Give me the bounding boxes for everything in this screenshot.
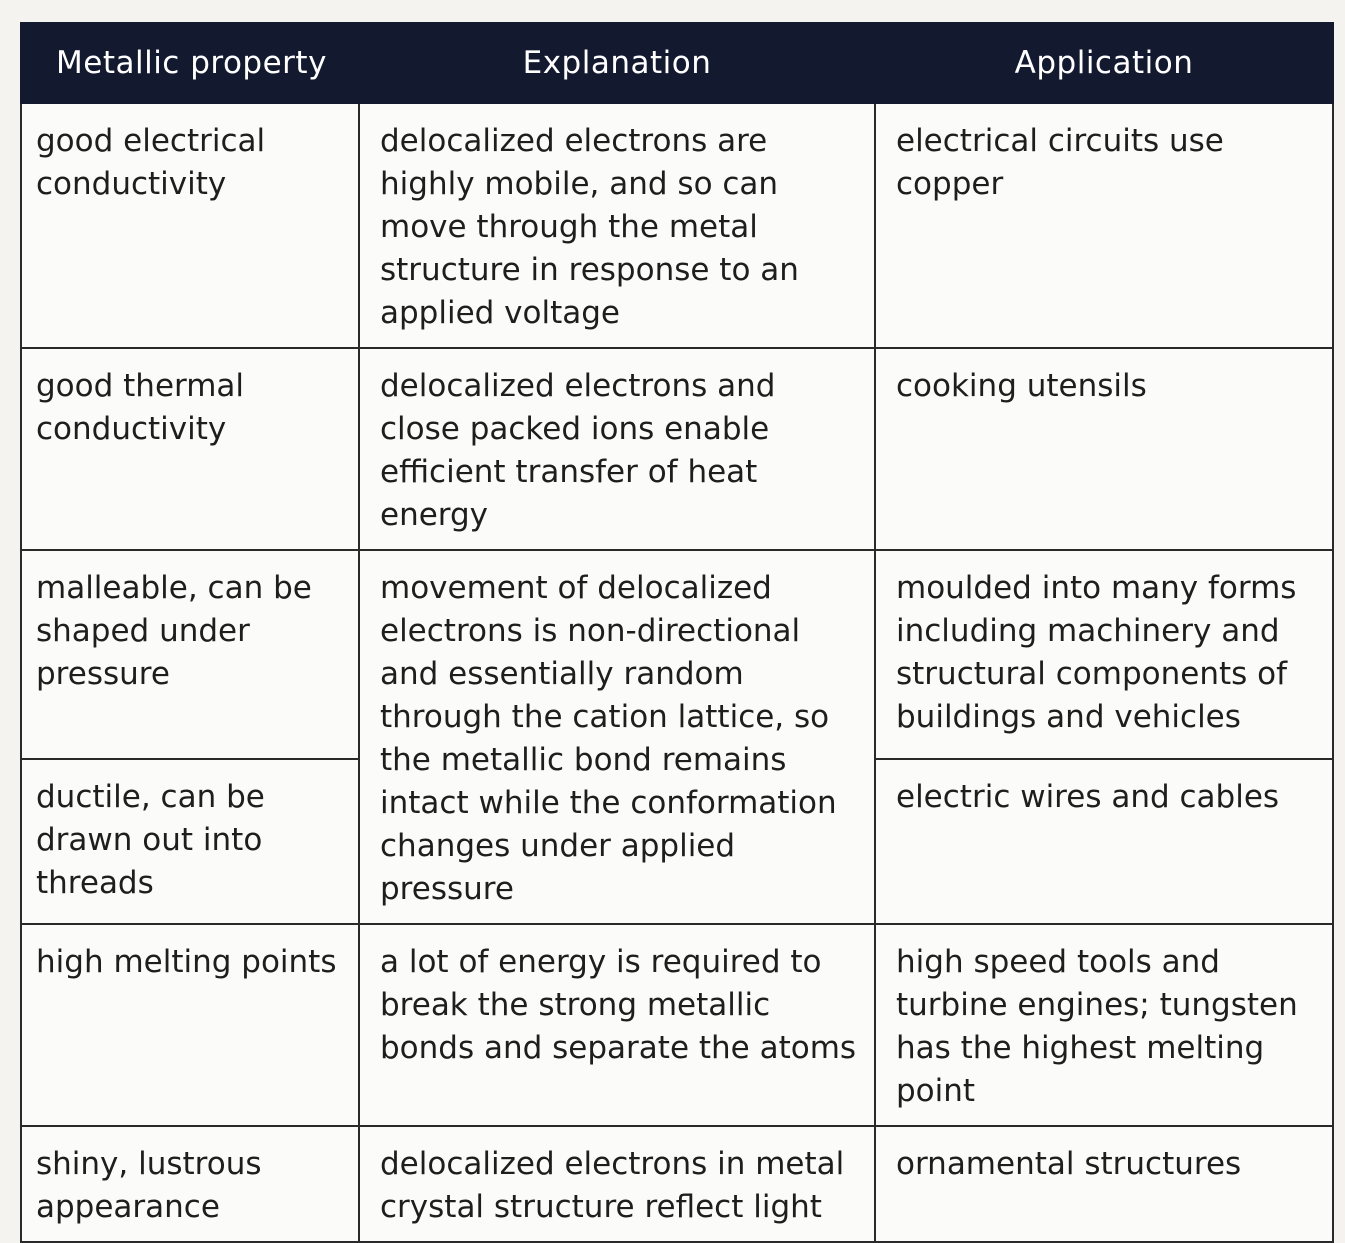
table-row	[21, 103, 1333, 348]
explanation-cell: delocalized electrons are highly mobile, and so can move through the metal structure in response to an applied voltage	[359, 103, 875, 348]
table-row	[21, 924, 1333, 1126]
application-cell: ornamental structures	[875, 1126, 1333, 1242]
property-cell: high melting points	[21, 924, 359, 1126]
header-application: Application	[875, 23, 1333, 103]
metallic-properties-table	[20, 22, 1334, 1243]
explanation-cell: delocalized electrons in metal crystal structure reflect light	[359, 1126, 875, 1242]
property-cell: shiny, lustrous appearance	[21, 1126, 359, 1242]
application-cell: moulded into many forms including machinery and structural components of buildings and vehicles	[875, 550, 1333, 759]
header-row	[21, 23, 1333, 103]
application-cell: high speed tools and turbine engines; tungsten has the highest melting point	[875, 924, 1333, 1126]
explanation-cell: delocalized electrons and close packed ions enable efficient transfer of heat energy	[359, 348, 875, 550]
property-cell: malleable, can be shaped under pressure	[21, 550, 359, 759]
table-header	[21, 23, 1333, 103]
table-row	[21, 550, 1333, 759]
table-body	[21, 103, 1333, 1242]
property-cell: good electrical conductivity	[21, 103, 359, 348]
table-row	[21, 348, 1333, 550]
application-cell: electrical circuits use copper	[875, 103, 1333, 348]
property-cell: ductile, can be drawn out into threads	[21, 759, 359, 924]
header-metallic-property: Metallic property	[21, 23, 359, 103]
header-explanation: Explanation	[359, 23, 875, 103]
property-cell: good thermal conductivity	[21, 348, 359, 550]
explanation-cell: movement of delocalized electrons is non-directional and essentially random through the cation lattice, so the metallic bond remains intact while the conformation changes under applied pressure	[359, 550, 875, 924]
application-cell: electric wires and cables	[875, 759, 1333, 924]
table-row	[21, 1126, 1333, 1242]
explanation-cell: a lot of energy is required to break the strong metallic bonds and separate the atoms	[359, 924, 875, 1126]
application-cell: cooking utensils	[875, 348, 1333, 550]
